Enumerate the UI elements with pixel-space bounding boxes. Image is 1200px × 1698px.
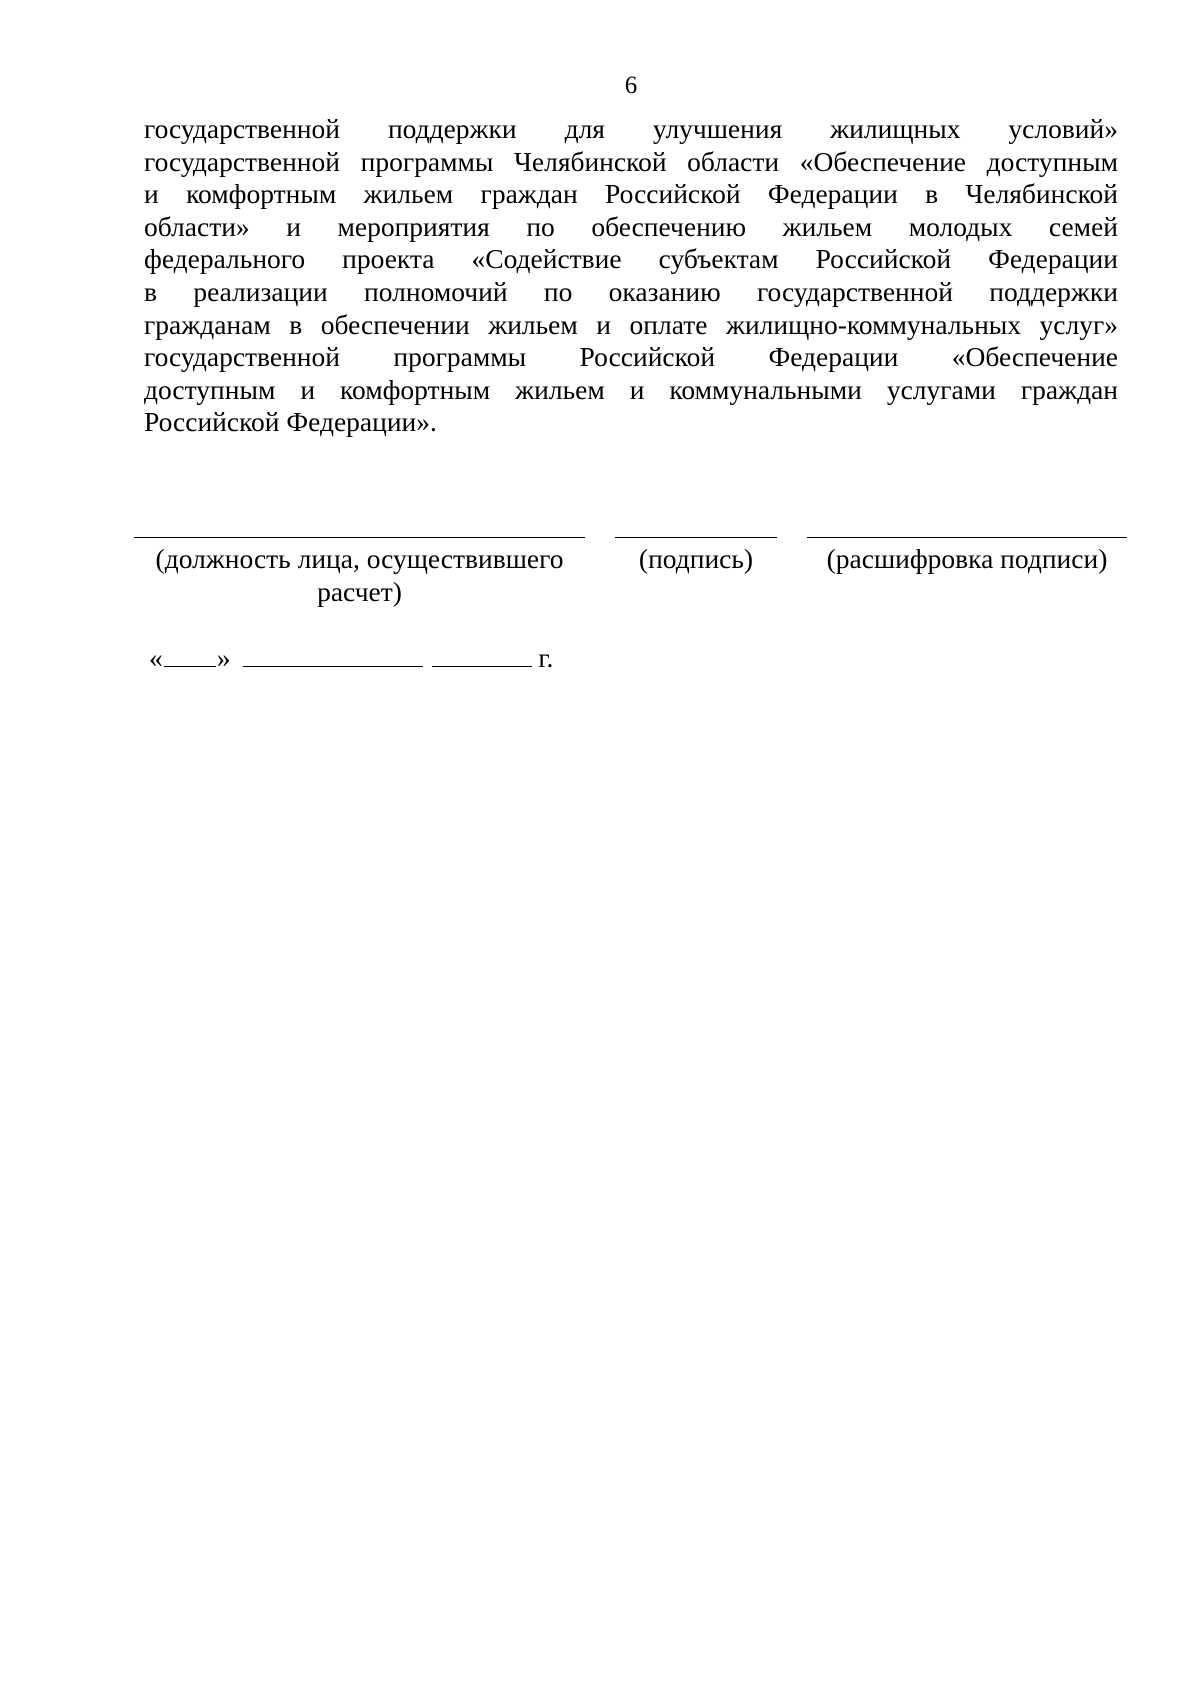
signature-line [615,537,777,538]
position-caption [134,542,585,608]
year-suffix: г. [538,642,554,673]
signature-decoding-line [807,537,1127,538]
body-line: федерального проекта «Содействие субъектам Российской Федерации [144,243,1118,275]
position-signature-line [134,537,585,538]
signature-decoding-caption: (расшифровка подписи) [826,543,1108,574]
date-field [149,640,553,674]
body-line: государственной программы Российской Федерации «Обеспечение [144,341,1118,373]
body-line: государственной программы Челябинской области «Обеспечение доступным [144,145,1118,177]
signature-caption: (подпись) [638,543,754,574]
date-close-quote: » [216,642,231,673]
body-line: Российской Федерации». [144,406,437,438]
body-line: доступным и комфортным жильем и коммунальными услугами граждан [144,373,1118,405]
position-caption-line1: (должность лица, осуществившего [155,543,564,574]
body-line: в реализации полномочий по оказанию государственной поддержки [144,275,1118,307]
position-caption-line2: расчет) [317,576,402,607]
body-line: и комфортным жильем граждан Российской Федерации в Челябинской [144,178,1118,210]
month-blank-line [243,640,423,667]
body-paragraph [144,113,1118,439]
year-blank-line [432,640,532,667]
page-number: 6 [624,72,638,99]
date-open-quote: « [149,642,163,673]
body-line: государственной поддержки для улучшения жилищных условий» [144,113,1118,144]
body-line: гражданам в обеспечении жильем и оплате жилищно-коммунальных услуг» [144,308,1118,340]
body-line: области» и мероприятия по обеспечению жильем молодых семей [144,210,1118,242]
day-blank-line [164,640,216,667]
